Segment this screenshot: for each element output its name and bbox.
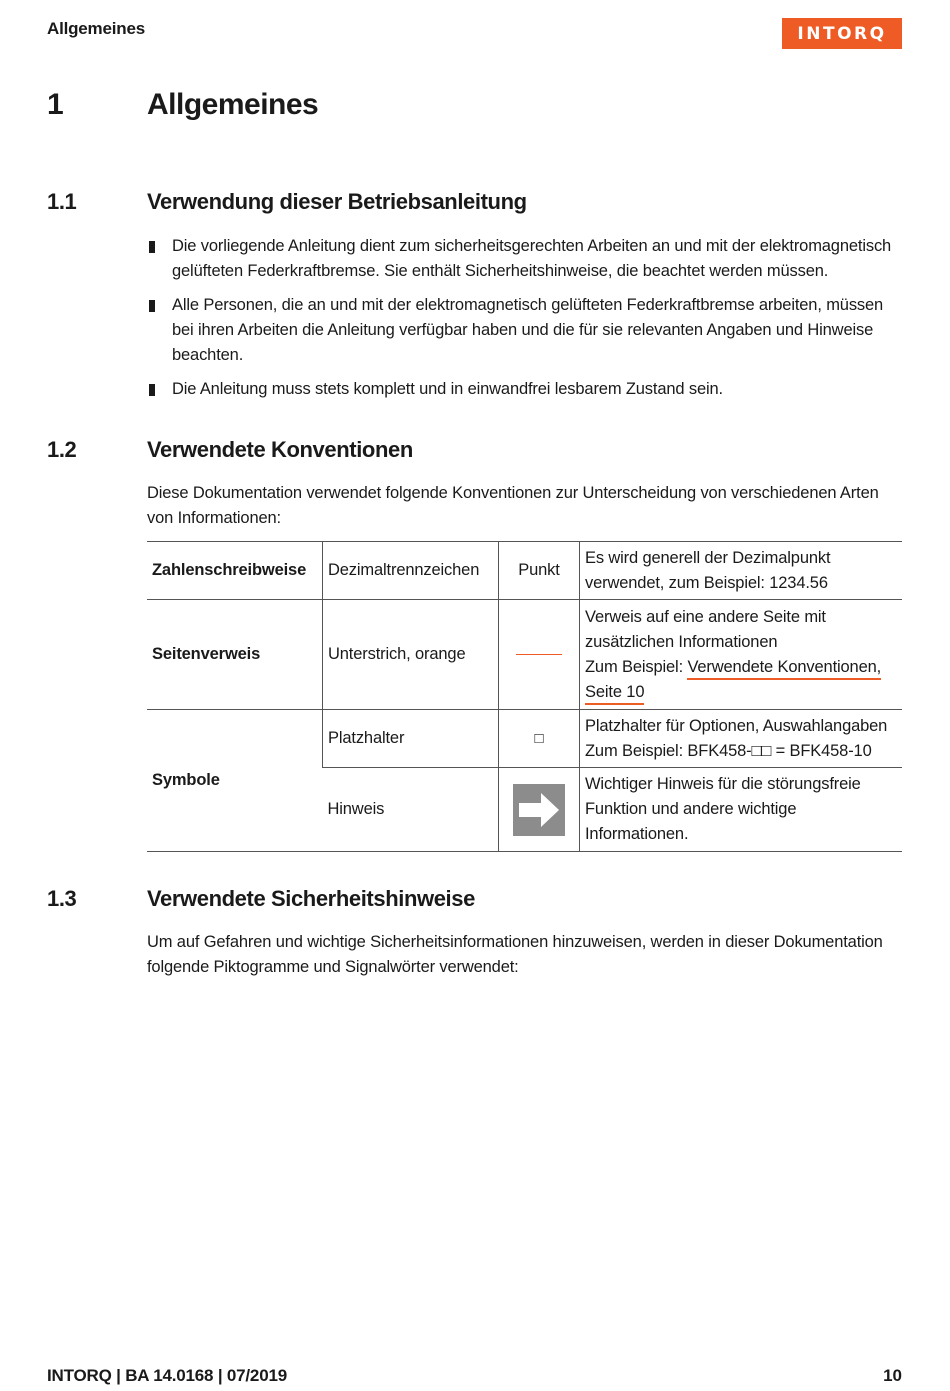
orange-underline-sample [516,654,562,655]
list-item [147,234,902,284]
bullet-text: Die vorliegende Anleitung dient zum sicherheitsgerechten Arbeiten an und mit der elektromagnetisch gelüfteten Federkraftbremse. Sie enthält Sicherheitshinweise, die beachtet werden müssen. [172,237,892,280]
category-cell: Zahlenschreibweise [147,542,323,600]
section-intro: Diese Dokumentation verwendet folgende Konventionen zur Unterscheidung von verschiedenen Arten von Informationen: [147,484,879,527]
page-reference-link[interactable]: Verwendete Konventionen, Seite 10 [585,658,881,705]
section-intro: Um auf Gefahren und wichtige Sicherheitsinformationen hinzuweisen, werden in dieser Dokumentation folgende Piktogramme und Signalwörter verwendet: [147,933,883,976]
section-title: Verwendung dieser Betriebsanleitung [147,189,527,214]
list-item [147,293,902,368]
sample-cell [499,768,580,852]
sample-cell [499,600,580,710]
chapter-number: 1 [47,88,64,121]
conventions-table [147,541,902,852]
arrow-right-icon [513,784,565,836]
convention-name-cell: Hinweis [323,768,499,852]
section-number: 1.3 [47,886,77,911]
section-title: Verwendete Konventionen [147,437,413,462]
table-row [147,710,902,768]
placeholder-symbol: □ [499,710,580,768]
bullet-text: Die Anleitung muss stets komplett und in einwandfrei lesbarem Zustand sein. [172,380,723,398]
description-cell [580,600,903,710]
section-number: 1.1 [47,189,77,214]
category-cell: Symbole [147,710,323,852]
list-item [147,377,902,402]
convention-name-cell: Platzhalter [323,710,499,768]
chapter-title: Allgemeines [147,88,319,121]
running-head: Allgemeines [47,19,145,38]
description-line: Verweis auf eine andere Seite mit zusätzlichen Informationen [585,607,826,651]
table-row [147,600,902,710]
bullet-square-icon [149,384,155,396]
example-prefix: Zum Beispiel: [585,657,688,676]
convention-name-cell: Unterstrich, orange [323,600,499,710]
table-row [147,542,902,600]
description-cell [580,710,903,768]
category-cell: Seitenverweis [147,600,323,710]
description-cell: Wichtiger Hinweis für die störungsfreie Funktion und andere wichtige Informationen. [580,768,903,852]
bullet-square-icon [149,241,155,253]
bullet-square-icon [149,300,155,312]
sample-cell: Punkt [499,542,580,600]
page-number: 10 [883,1366,902,1385]
description-line: Zum Beispiel: BFK458-□□ = BFK458-10 [585,741,872,760]
intorq-logo: INTORQ [782,18,902,49]
description-line: Platzhalter für Optionen, Auswahlangaben [585,716,888,735]
footer-doc-reference: INTORQ | BA 14.0168 | 07/2019 [47,1366,287,1385]
description-line [585,655,897,705]
convention-name-cell: Dezimaltrennzeichen [323,542,499,600]
section-title: Verwendete Sicherheitshinweise [147,886,475,911]
bullet-text: Alle Personen, die an und mit der elektromagnetisch gelüfteten Federkraftbremse arbeiten, müssen bei ihren Arbeiten die Anleitung verfügbar haben und die für sie relevanten Angaben und Hinweise beachten. [172,296,884,364]
description-cell: Es wird generell der Dezimalpunkt verwendet, zum Beispiel: 1234.56 [580,542,903,600]
section-number: 1.2 [47,437,77,462]
bullet-list [147,234,902,411]
